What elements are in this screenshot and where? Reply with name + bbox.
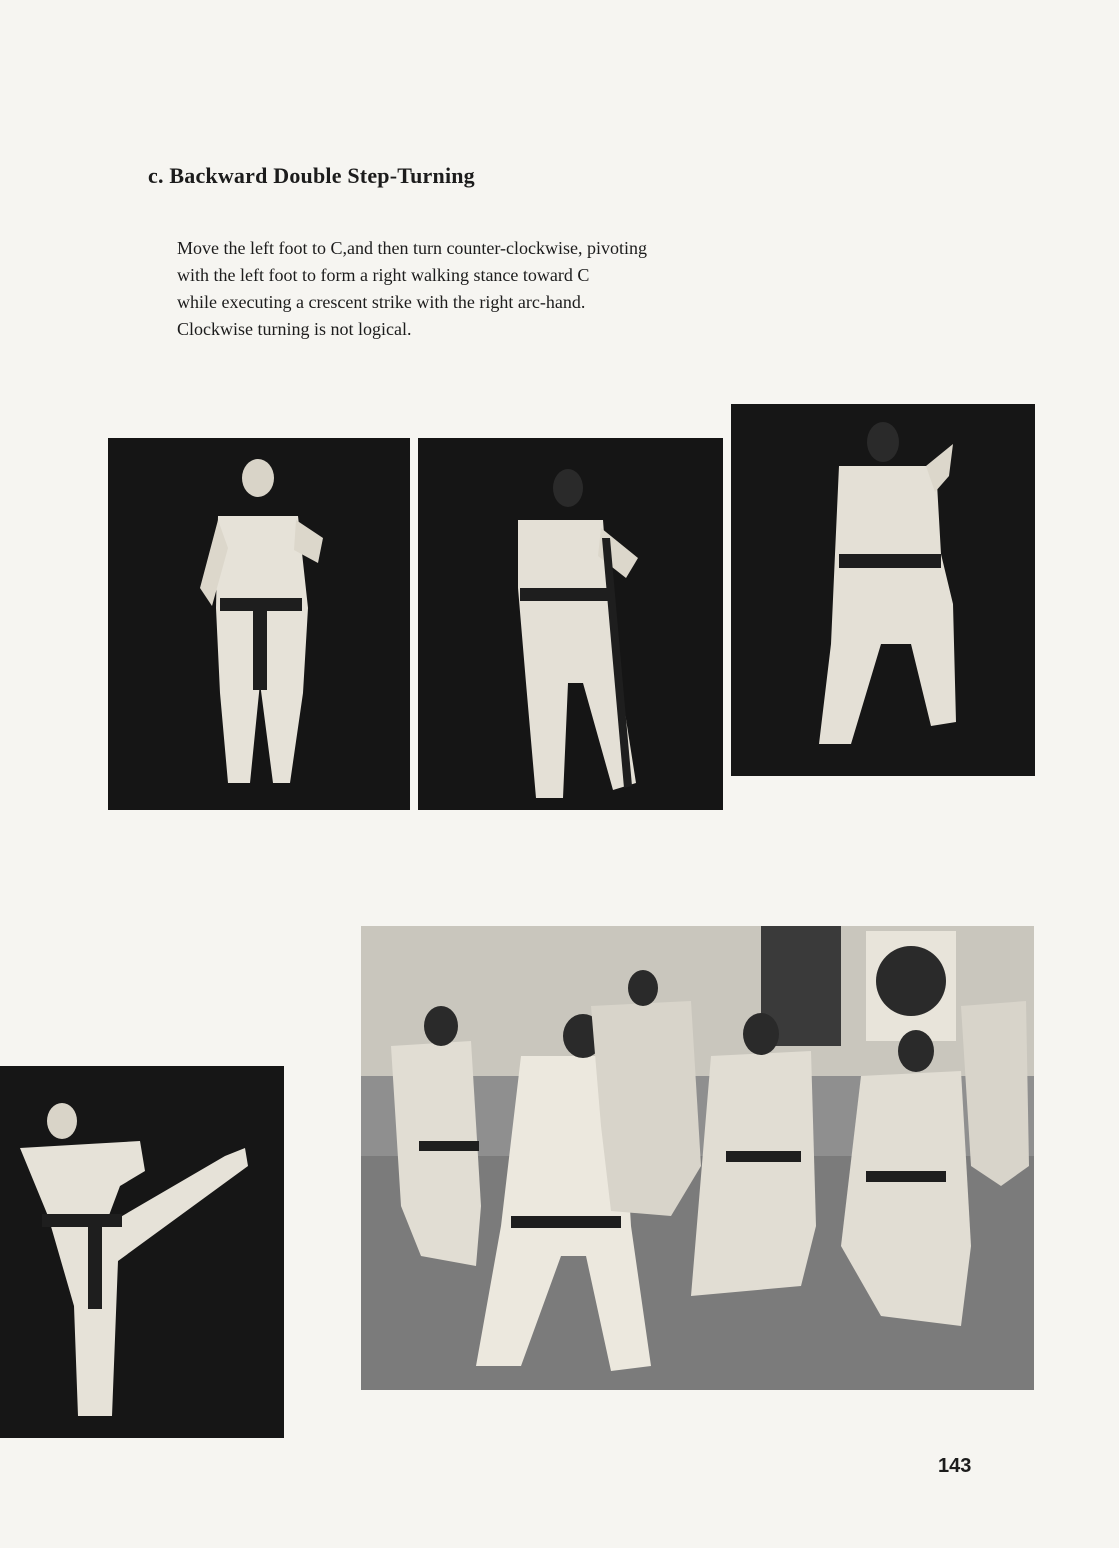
paragraph-line-1: Move the left foot to C,and then turn counter-clockwise, pivoting <box>177 238 648 258</box>
group-class-illustration <box>361 926 1034 1390</box>
photo-step-3-crescent-strike <box>731 404 1035 776</box>
instruction-paragraph <box>177 235 867 343</box>
photo-side-kick <box>0 1066 284 1438</box>
paragraph-line-4: Clockwise turning is not logical. <box>177 319 412 339</box>
figure-crescent-strike-illustration <box>731 404 1035 776</box>
section-heading: c. Backward Double Step-Turning <box>148 163 475 188</box>
photo-step-1-front-stance <box>108 438 410 810</box>
figure-front-stance-illustration <box>108 438 410 810</box>
page-number: 143 <box>938 1455 972 1477</box>
photo-group-class <box>361 926 1034 1390</box>
figure-side-kick-illustration <box>0 1066 284 1438</box>
photo-step-2-turning <box>418 438 723 810</box>
paragraph-line-3: while executing a crescent strike with the right arc-hand. <box>177 292 586 312</box>
paragraph-line-2: with the left foot to form a right walking stance toward C <box>177 265 590 285</box>
figure-turning-illustration <box>418 438 723 810</box>
